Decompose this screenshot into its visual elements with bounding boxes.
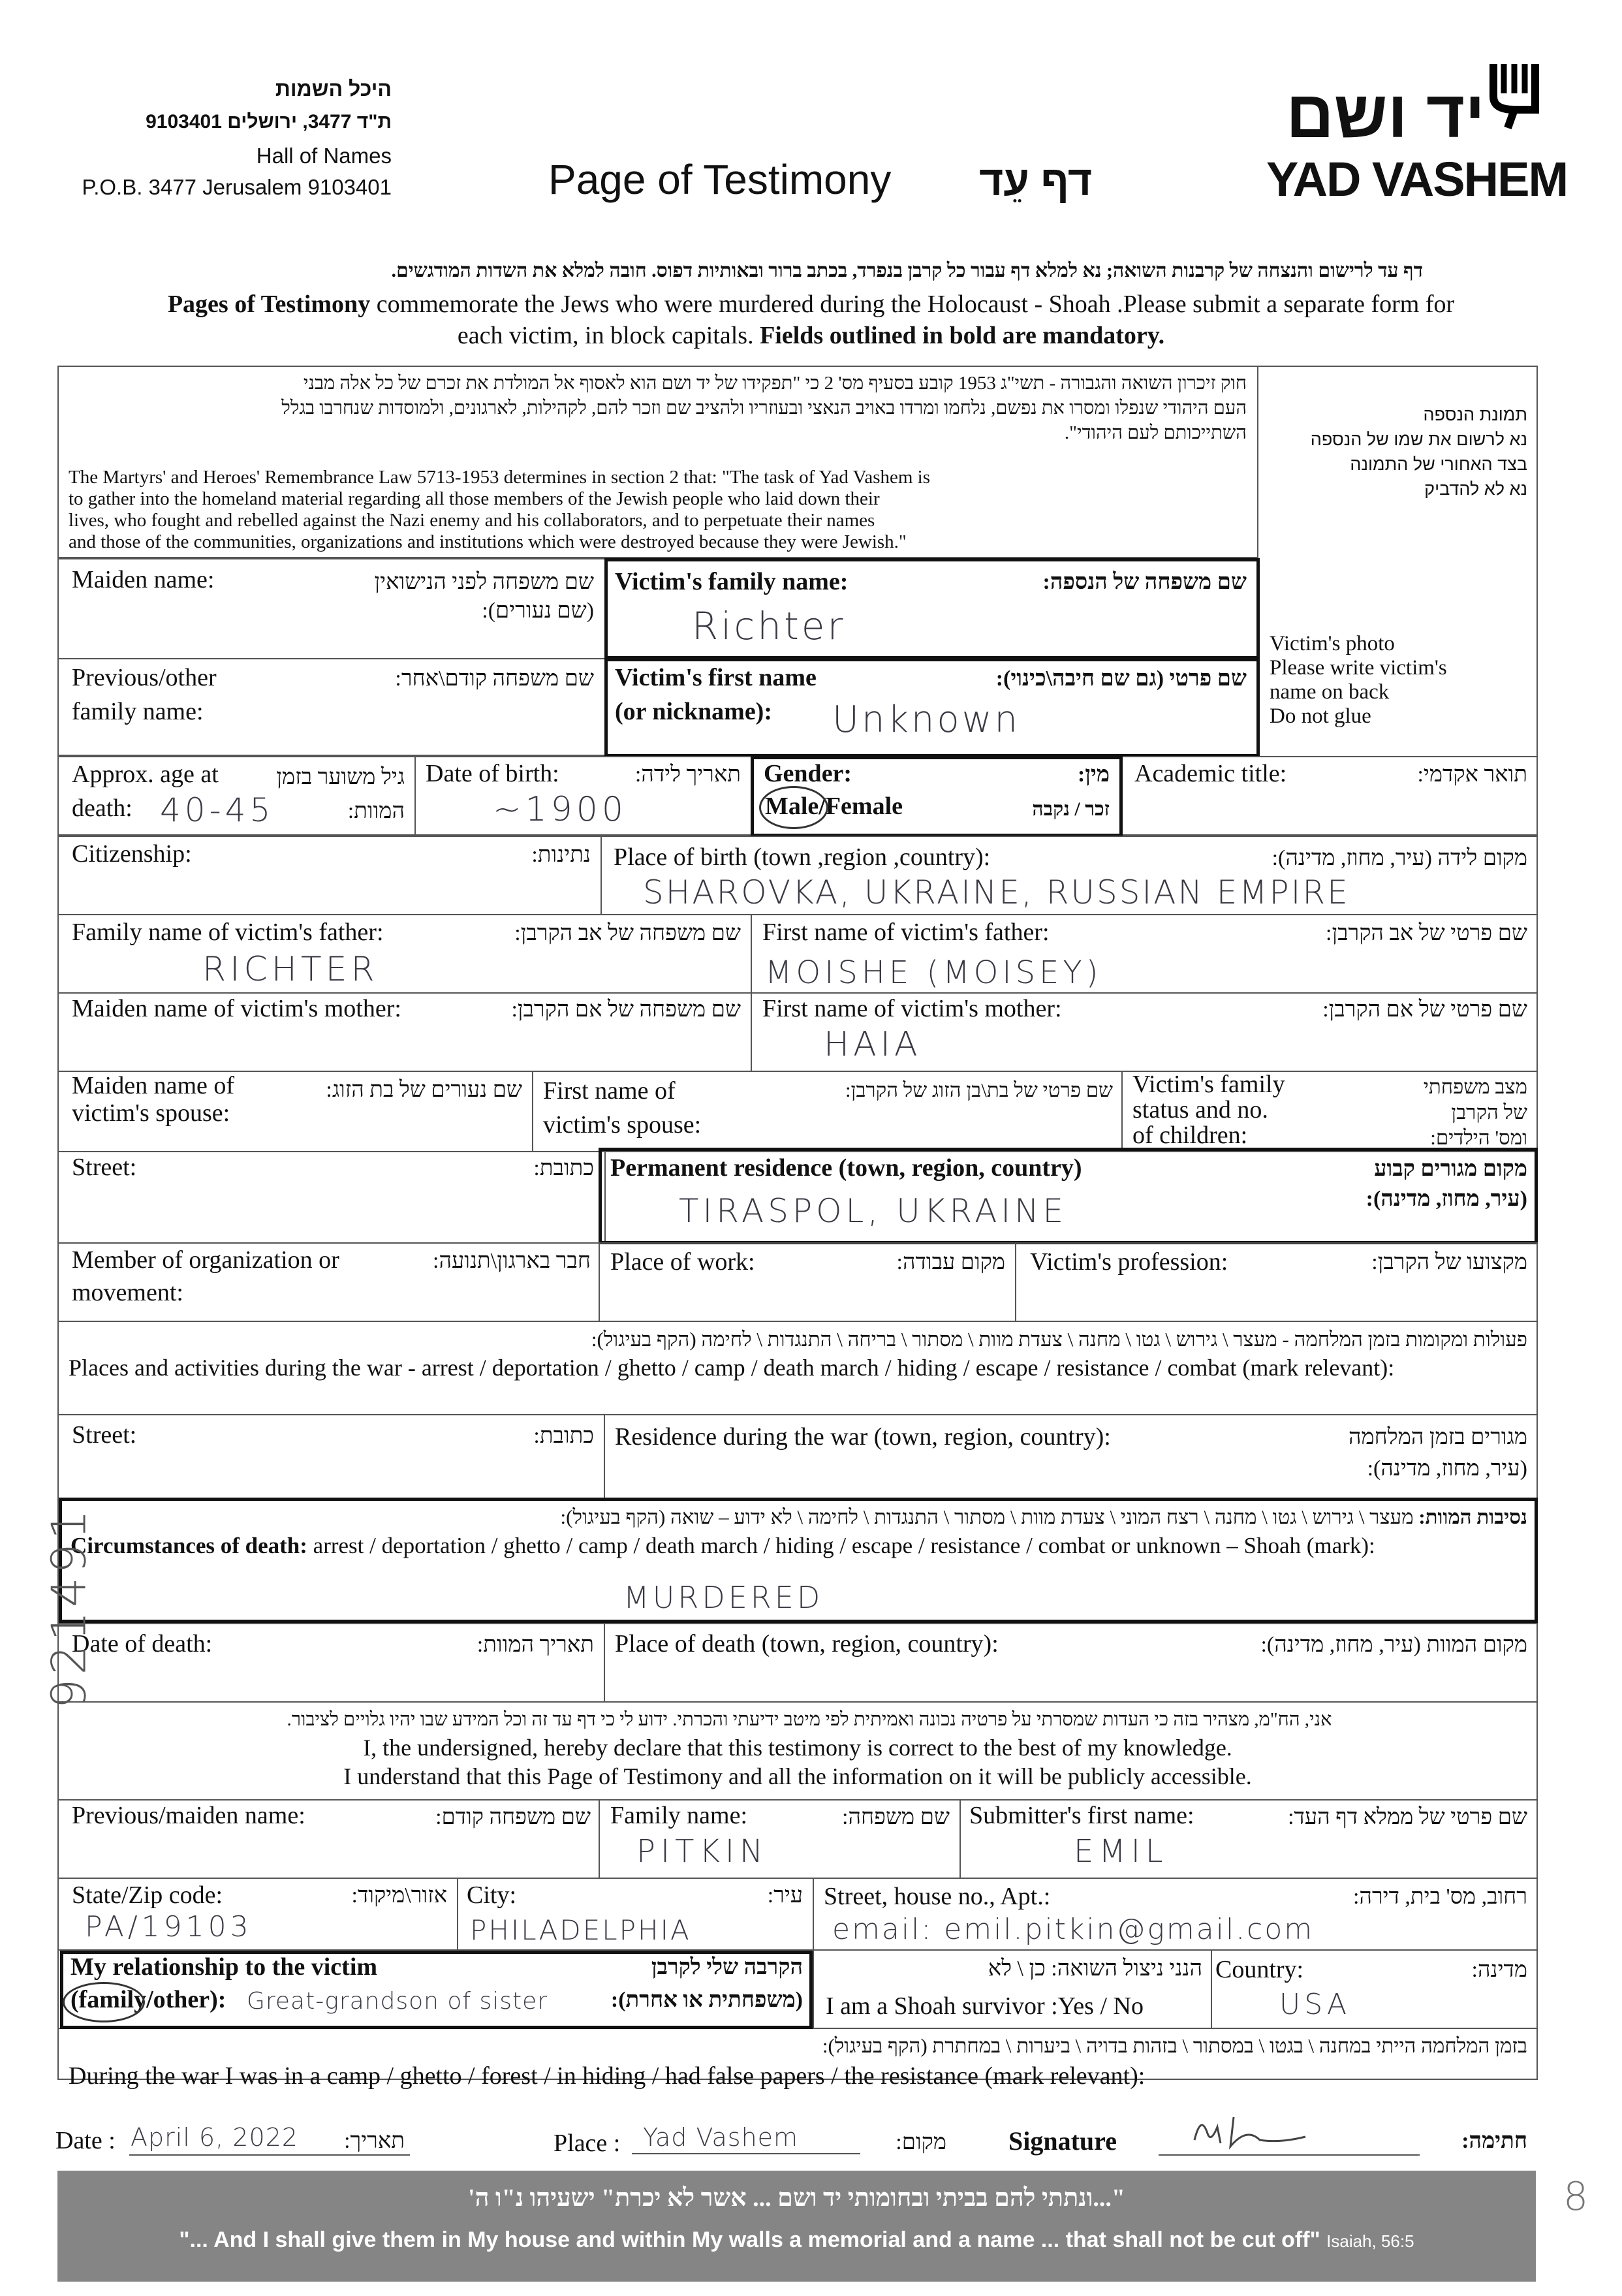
maiden-he-2: (שם נעורים): [482,599,594,623]
law-en-4: and those of the communities, organizations and institutions which were destroyed because they were Jewish." [69,531,907,552]
submitter-family-name-label: Family name: [610,1802,748,1829]
submitter-first-name-label: Submitter's first name: [969,1802,1194,1829]
zip-value: PA/19103 [85,1910,253,1943]
family-status-he-1: מצב משפחתי [1423,1075,1527,1098]
dob-label: Date of birth: [426,760,559,787]
photo-en-1: Victim's photo [1270,632,1395,655]
relationship-value: Great-grandson of sister [247,1988,548,2015]
citizenship-label: Citizenship: [72,840,192,868]
age-he-1: גיל משוער בזמן [276,765,405,789]
country-label: Country: [1215,1956,1304,1983]
signature-label-he: חתימה: [1461,2129,1527,2153]
age-en-2: death: [72,794,133,822]
dob-label-he: תאריך לידה: [634,763,741,787]
victim-family-name-label: Victim's family name: [615,568,849,595]
submitter-first-name-value: EMIL [1074,1833,1168,1870]
first-en-2: (or nickname): [615,698,772,725]
relationship-label-he-2: (משפחתית או אחרת): [610,1988,803,2012]
birthplace-label-he: מקום לידה (עיר, מחוז, מדינה): [1271,846,1527,870]
quote-en-text: "... And I shall give them in My house and within My walls a memorial and a name ... that shall not be cut off" [179,2227,1320,2252]
spouse-maiden-label [72,1072,234,1127]
photo-he-3: בצד האחורי של התמונה [1350,454,1527,474]
law-he-3: השתייכותם לעם היהודי". [1064,422,1247,443]
intro-he: דף עד לרישום והנצחה של קרבנות השואה; נא למלא דף עבור כל קרבן בנפרד, בכתב ברור ובאותיות דפוס. חובה למלא את השדות המודגשים. [391,260,1423,281]
war-res-he-1: מגורים בזמן המלחמה [1348,1425,1527,1449]
permanent-residence-label: Permanent residence (town, region, country) [610,1154,1082,1182]
war-residence-label-he [1292,1422,1527,1485]
previous-name-label [72,661,217,729]
zip-label-he: אזור\מיקוד: [351,1883,447,1908]
address-he-2: ת"ד 3477, ירושלים 9103401 [146,111,392,133]
law-en-3: lives, who fought and rebelled against the Nazi enemy and his collaborators, and to perpetuate their names [69,510,875,531]
academic-title-label: Academic title: [1134,760,1287,787]
victim-family-name-label-he: שם משפחה של הנספה: [1042,570,1247,594]
family-circle [63,1982,145,2022]
law-he-1: חוק זיכרון השואה והגבורה - תשי"ג 1953 קובע בסעיף מס' 2 כי "תפקידו של יד ושם הוא לאסוף אל המולדת את זכרם של כל אלה מבני [303,373,1247,394]
spouse-first-name-label-he: שם פרטי של בת\בן הזוג של הקרבן: [845,1078,1113,1101]
birthplace-label: Place of birth (town ,region ,country): [614,843,991,871]
submitter-first-name-label-he: שם פרטי של ממלא דף העד: [1288,1805,1527,1829]
law-he-2: העם היהודי שנפלו ומסרו את נפשם, נלחמו ומרדו באויב הנאצי ובעוזריו ולהציב שם וזכר להם, לקהילות, לארגונים, ולמוסדות שנחרבו בגלל [281,398,1247,418]
first-en-1: Victim's first name [615,664,817,691]
maiden-he-1: שם משפחה לפני הנישואין [374,570,594,594]
submitter-family-name-label-he: שם משפחה: [842,1805,950,1829]
gender-male-circle [759,786,828,829]
mother-maiden-name-label-he: שם משפחה של אם הקרבן: [511,998,741,1022]
date-of-death-label: Date of death: [72,1630,213,1658]
survivor-label-he: הנני ניצול השואה: כן \ לא [988,1957,1202,1981]
photo-instructions-en [1270,632,1527,729]
circ-en-b: arrest / deportation / ghetto / camp / death march / hiding / escape / resistance / combat or unknown – Shoah (mark): [307,1533,1375,1558]
perm-he-2: (עיר, מחוז, מדינה): [1365,1187,1527,1211]
place-label-he: מקום: [896,2130,946,2154]
zip-label: State/Zip code: [72,1881,223,1909]
prev-en-2: family name: [72,698,204,725]
victim-first-name-value: Unknown [832,699,1020,741]
law-he [65,371,1247,445]
margin-number: 921491 [41,1505,97,1709]
war-res-he-2: (עיר, מחוז, מדינה): [1367,1456,1527,1481]
date-label-he: תאריך: [344,2129,405,2153]
photo-en-3: name on back [1270,680,1390,704]
place-of-work-label: Place of work: [610,1248,755,1276]
intro-en-bold: Pages of Testimony [167,291,371,318]
relationship-label-2: (family/other): [70,1986,226,2013]
place-of-work-label-he: מקום עבודה: [896,1250,1005,1274]
gender-options-he: זכר / נקבה [1032,798,1110,820]
camp-label-he: בזמן המלחמה הייתי במחנה \ בגטו \ במסתור \ בזהות בדויה \ ביערות \ במחתרת (הקף בעיגול): [822,2034,1527,2057]
organization-label [72,1244,339,1309]
photo-he-1: תמונת הנספה [1423,405,1527,424]
father-family-name-label-he: שם משפחה של אב הקרבן: [514,921,741,945]
page-mark: 8 [1563,2174,1593,2220]
spouse-first-en-2: victim's spouse: [543,1111,702,1139]
family-status-he-3: ומס' הילדים: [1430,1126,1527,1149]
relationship-label: My relationship to the victim [70,1953,378,1981]
logo-en: YAD VASHEM [1266,152,1568,206]
war-activities-label: Places and activities during the war - arrest / deportation / ghetto / camp / death march / hiding / escape / resistance / combat (mark relevant): [69,1355,1395,1381]
address-en-1: Hall of Names [256,144,392,168]
victim-first-name-label [615,661,817,729]
camp-label: During the war I was in a camp / ghetto / forest / in hiding / had false papers / the resistance (mark relevant): [69,2062,1146,2090]
submitter-street-value: email: emil.pitkin@gmail.com [832,1913,1315,1946]
gender-options[interactable]: Male/Female [765,793,903,820]
permanent-residence-value: TIRASPOL, UKRAINE [679,1192,1068,1230]
city-label: City: [467,1881,517,1909]
citizenship-label-he: נתינות: [531,843,591,867]
age-en-1: Approx. age at [72,761,219,788]
place-of-death-label-he: מקום המוות (עיר, מחוז, מדינה): [1260,1633,1527,1657]
photo-he-2: נא לרשום את שמו של הנספה [1310,430,1527,449]
war-residence-label: Residence during the war (town, region, country): [615,1423,1111,1451]
country-value: USA [1279,1988,1351,2021]
war-activities-label-he: פעולות ומקומות בזמן המלחמה - מעצר \ גירוש \ גטו \ מחנה \ צעדת מוות \ מסתור \ בריחה \ התנגדות \ לחימה (הקף בעיגול): [591,1328,1527,1351]
circ-he-b: מעצר \ גירוש \ גטו \ מחנה \ רצח המוני \ צעדת מוות \ מסתור \ התנגדות \ לחימה \ לא ידוע – שואה (הקף בעיגול): [560,1505,1419,1528]
law-en-2: to gather into the homeland material regarding all those members of the Jewish people who laid down their [69,488,880,509]
intro-en [39,289,1583,351]
gender-label: Gender: [764,760,852,787]
date-of-death-label-he: תאריך המוות: [476,1633,594,1657]
page-title: Page of Testimony [548,156,892,203]
family-status-en-1: Victim's family [1132,1071,1285,1098]
intro-en-2: each victim, in block capitals. [457,322,760,349]
address-en-2: P.O.B. 3477 Jerusalem 9103401 [82,175,392,199]
photo-en-2: Please write victim's [1270,656,1447,680]
photo-he-4: נא לא להדביק [1424,479,1527,499]
spouse-first-name-label [543,1074,701,1142]
signature-scribble-icon [1188,2107,1318,2156]
spouse-maiden-en-1: Maiden name of [72,1072,235,1099]
circ-he-a: נסיבות המוות: [1418,1505,1527,1528]
photo-en-4: Do not glue [1270,704,1371,728]
city-label-he: עיר: [767,1883,803,1908]
page-title-he: דף עֵד [979,157,1093,204]
academic-title-label-he: תואר אקדמי: [1417,763,1527,787]
submitter-previous-name-label: Previous/maiden name: [72,1802,305,1829]
circumstances-label [70,1531,1375,1561]
birthplace-value: SHAROVKA, UKRAINE, RUSSIAN EMPIRE [643,873,1350,911]
victim-family-name-value: Richter [692,604,846,648]
survivor-label[interactable]: I am a Shoah survivor :Yes / No [826,1992,1144,2020]
place-of-death-label: Place of death (town, region, country): [615,1630,999,1658]
photo-instructions-he [1270,402,1527,501]
place-label: Place : [554,2130,621,2157]
mother-first-name-label: First name of victim's mother: [762,995,1062,1022]
submitter-family-name-value: PITKIN [636,1833,768,1870]
law-en [69,467,1253,553]
street-label: Street: [72,1154,137,1181]
family-status-en-3: of children: [1132,1122,1248,1149]
submitter-previous-name-label-he: שם משפחה קודם: [435,1805,591,1829]
maiden-name-label: Maiden name: [72,566,215,593]
circumstances-value: MURDERED [623,1580,824,1615]
date-label: Date : [55,2127,116,2154]
street-label-he: כתובת: [533,1156,594,1180]
victim-first-name-label-he: שם פרטי (גם שם חיבה\כינוי): [995,667,1247,691]
dob-value: ~1900 [493,790,627,829]
spouse-maiden-en-2: victim's spouse: [72,1099,230,1127]
quote-en [57,2227,1536,2253]
family-status-label-he [1384,1074,1527,1150]
father-family-name-value: RICHTER [202,950,379,989]
father-first-name-value: MOISHE (MOISEY) [765,954,1102,991]
family-status-en-2: status and no. [1132,1096,1268,1124]
father-first-name-label: First name of victim's father: [762,919,1050,946]
mother-first-name-value: HAIA [824,1025,922,1064]
signature-label: Signature [1008,2126,1117,2156]
address-he-1: היכל השמות [275,77,392,101]
declaration-en-1: I, the undersigned, hereby declare that this testimony is correct to the best of my knowledge. [363,1735,1232,1761]
org-en-2: movement: [72,1279,183,1306]
profession-label: Victim's profession: [1030,1248,1228,1276]
permanent-residence-label-he [1279,1154,1527,1214]
submitter-street-label-he: רחוב, מס' בית, דירה: [1352,1885,1527,1909]
city-value: PHILADELPHIA [470,1914,691,1946]
org-en-1: Member of organization or [72,1246,339,1274]
submitter-street-label: Street, house no., Apt.: [824,1883,1051,1910]
declaration-en-2: I understand that this Page of Testimony and all the information on it will be publicly accessible. [343,1763,1252,1789]
profession-label-he: מקצועו של הקרבן: [1371,1250,1527,1274]
place-value: Yad Vashem [643,2123,799,2152]
logo-he: יד ושם [1286,77,1485,151]
war-street-label-he: כתובת: [533,1424,594,1448]
mother-first-name-label-he: שם פרטי של אם הקרבן: [1322,998,1527,1022]
circumstances-label-he [72,1503,1527,1532]
law-en-1: The Martyrs' and Heroes' Remembrance Law 5713-1953 determines in section 2 that: "The task of Yad Vashem is [69,467,930,488]
declaration-he: אני, הח"מ, מצהיר בזה כי העדות שמסרתי על פרטיה נכונה ואמיתית לפי מיטב ידיעתי והכרתי. ידוע לי כי דף עד זה וכל המידע שבו יהיו גלויים לציבור. [287,1709,1332,1730]
age-he-2: המוות: [347,799,405,823]
family-status-label [1132,1072,1285,1148]
previous-name-label-he: שם משפחה קודם\אחר: [395,667,594,691]
country-label-he: מדינה: [1471,1958,1527,1982]
age-value: 40-45 [160,791,275,829]
father-family-name-label: Family name of victim's father: [72,919,384,946]
maiden-name-label-he [300,568,594,625]
date-value: April 6, 2022 [131,2123,298,2152]
intro-en-mandatory: Fields outlined in bold are mandatory. [760,322,1165,349]
circ-en-a: Circumstances of death: [70,1533,307,1558]
family-status-he-2: של הקרבן [1451,1101,1527,1124]
spouse-first-en-1: First name of [543,1077,676,1105]
perm-he-1: מקום מגורים קבוע [1374,1157,1527,1181]
prev-en-1: Previous/other [72,664,217,691]
spouse-maiden-label-he: שם נעורים של בת הזוג: [326,1078,522,1102]
organization-label-he: חבר בארגון\תנועה: [433,1249,591,1273]
mother-maiden-name-label: Maiden name of victim's mother: [72,995,401,1022]
father-first-name-label-he: שם פרטי של אב הקרבן: [1326,921,1527,945]
gender-label-he: מין: [1077,763,1110,787]
yad-vashem-logo-icon [1488,57,1540,133]
intro-en-1: commemorate the Jews who were murdered during the Holocaust - Shoah .Please submit a separate form for [370,291,1455,318]
war-street-label: Street: [72,1421,137,1449]
relationship-label-he: הקרבה שלי לקרבן [651,1955,803,1979]
quote-source: Isaiah, 56:5 [1326,2231,1414,2251]
quote-he: "...ונתתי להם בביתי ובחומותי יד ושם ... אשר לא יכרת" ישעיהו נ"ו ה' [468,2184,1125,2212]
declaration-en [57,1733,1538,1791]
